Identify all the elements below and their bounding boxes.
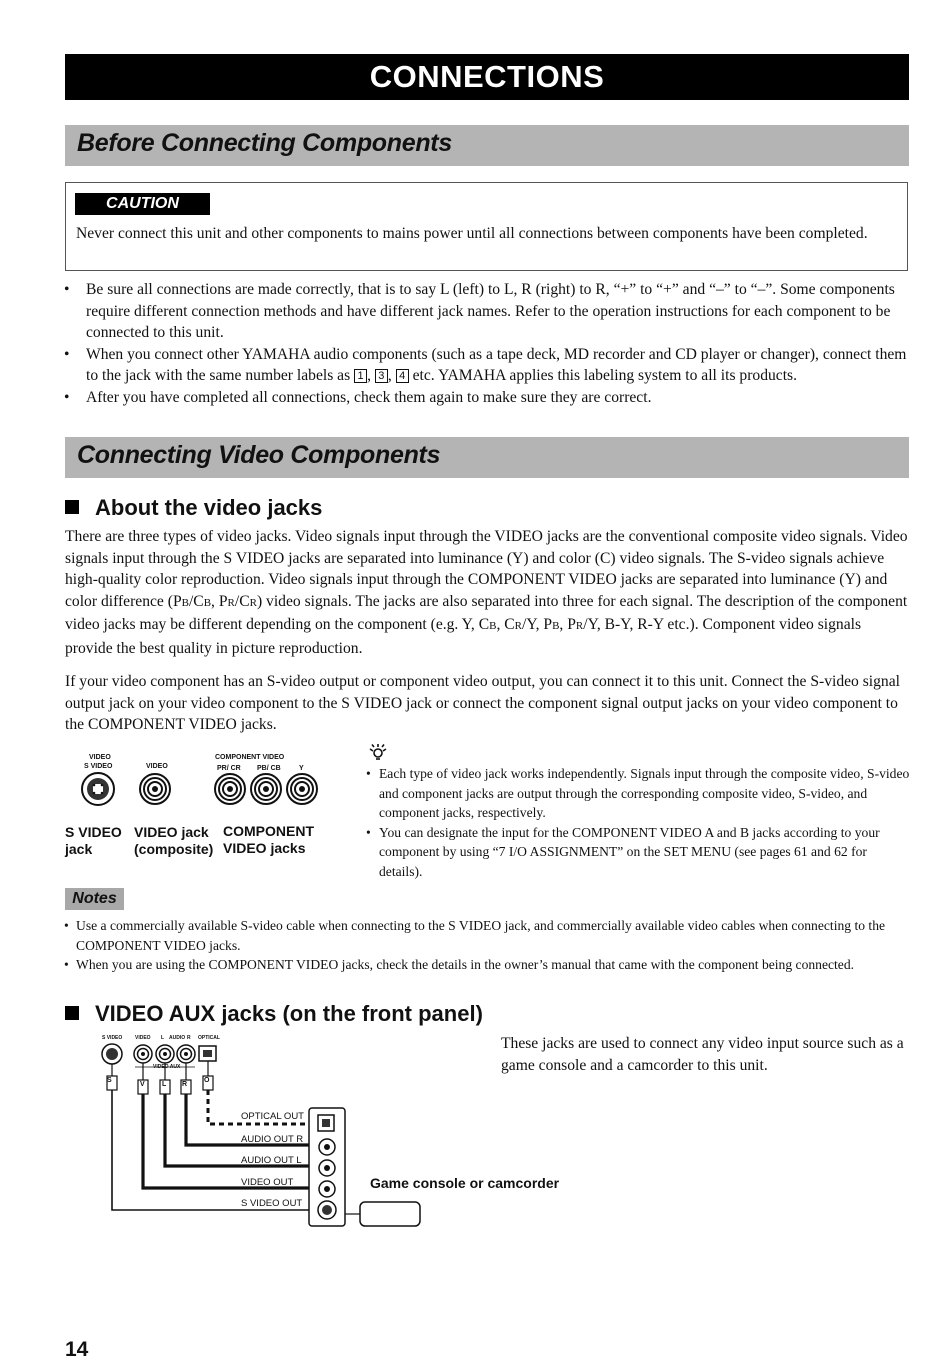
panel-label-audio: AUDIO <box>169 1035 186 1041</box>
list-item <box>366 764 911 823</box>
section-heading-text: Connecting Video Components <box>77 441 441 469</box>
bullet-text: After you have completed all connections, check them again to make sure they are correct. <box>86 388 652 406</box>
page-number: 14 <box>65 1338 89 1361</box>
section-heading-connecting-video <box>65 437 909 478</box>
before-bullet-list <box>64 279 910 408</box>
component-pb-jack-icon <box>251 774 281 804</box>
caution-text: Never connect this unit and other components to mains power until all connections between components have been completed. <box>76 225 868 242</box>
tip-text: You can designate the input for the COMPONENT VIDEO A and B jacks according to your component by using “7 I/O ASSIGNMENT” on the SET MENU (see pages 61 and 62 for details). <box>379 824 880 879</box>
plug-label-r: R <box>182 1081 188 1088</box>
out-audio-l-jack-icon <box>319 1160 335 1176</box>
video-aux-description: These jacks are used to connect any video input source such as a game console and a camcorder to this unit. <box>501 1035 904 1074</box>
panel-label-svideo: S VIDEO <box>102 1035 123 1041</box>
square-bullet-icon <box>65 500 79 514</box>
list-item <box>64 279 910 344</box>
tip-text: Each type of video jack works independently. Signals input through the composite video, S-video and component jacks are output through the corresponding composite video, S-video, and component jacks, respectively. <box>379 766 910 820</box>
section-heading-text: Before Connecting Components <box>77 129 452 157</box>
svideo-jack-caption: S VIDEO jack <box>65 824 122 857</box>
plug-label-v: V <box>140 1081 145 1088</box>
label-audio-out-r: AUDIO OUT R <box>241 1134 304 1145</box>
tip-list <box>366 764 911 881</box>
list-item <box>64 916 910 955</box>
note-text: Use a commercially available S-video cable when connecting to the S VIDEO jack, and commercially available video cables when connecting to the COMPONENT VIDEO jacks. <box>76 918 886 953</box>
front-svideo-jack-icon <box>102 1044 122 1064</box>
subheading-text: VIDEO AUX jacks (on the front panel) <box>95 1001 483 1026</box>
diagram-label-y: Y <box>299 765 304 772</box>
bullet-text: etc. YAMAHA applies this labeling system to all its products. <box>412 367 798 384</box>
plug-label-l: L <box>162 1081 167 1088</box>
video-jacks-diagram <box>60 748 360 863</box>
out-optical-jack-icon <box>318 1115 334 1131</box>
label-optical-out: OPTICAL OUT <box>241 1111 304 1122</box>
component-y-jack-icon <box>287 774 317 804</box>
connection-wiring <box>95 1032 595 1232</box>
section-heading-before-connecting <box>65 125 909 166</box>
plug-label-s: S <box>107 1077 112 1084</box>
list-item: • When you connect other YAMAHA audio components (such as a tape deck, MD recorder and CD player or changer), connect them to the jack with the same number labels as 1 , 3 , 4 etc. YAMAHA applies this labeling system to all its products. <box>64 344 910 387</box>
subheading-about-video-jacks <box>65 495 322 521</box>
diagram-label-pb: PB/ CB <box>257 765 281 772</box>
panel-label-r: R <box>187 1035 191 1041</box>
square-bullet-icon <box>65 1006 79 1020</box>
caution-label: CAUTION <box>75 193 210 215</box>
notes-list <box>64 916 910 975</box>
lightbulb-tip-icon <box>367 741 389 763</box>
svideo-jack-icon <box>82 773 114 805</box>
component-pr-jack-icon <box>215 774 245 804</box>
panel-label-video: VIDEO <box>135 1035 151 1041</box>
panel-label-videoaux: VIDEO AUX <box>153 1064 181 1070</box>
front-optical-jack-icon <box>199 1046 216 1061</box>
page-title: CONNECTIONS <box>65 54 909 100</box>
about-paragraph-1: There are three types of video jacks. Video signals input through the VIDEO jacks are the conventional composite video signals. Video signals input through the S VIDEO jacks are separated into luminance (Y) and color (C) video signals. The S-video signals achieve high-quality color reproduction. Video signals input through the COMPONENT VIDEO jacks are separated into luminance (Y) and color difference (PB/CB, PR/CR) video signals. The jacks are also separated into three for each signal. The description of the component video jacks may be different depending on the component (e.g. Y, CB, CR/Y, PB, PR/Y, B-Y, R-Y etc.). Component video signals provide the best quality in picture reproduction. <box>65 528 908 657</box>
front-audio-l-jack-icon <box>156 1045 174 1063</box>
diagram-label-video-group: VIDEO <box>89 754 111 761</box>
subheading-text: About the video jacks <box>95 495 323 520</box>
out-svideo-jack-icon <box>318 1201 336 1219</box>
label-audio-out-l: AUDIO OUT L <box>241 1155 302 1166</box>
panel-label-optical: OPTICAL <box>198 1035 220 1041</box>
diagram-label-svideo: S VIDEO <box>84 763 113 770</box>
video-jack-caption: VIDEO jack (composite) <box>134 824 214 857</box>
list-item <box>64 955 910 975</box>
bullet-text: Be sure all connections are made correctly, that is to say L (left) to L, R (right) to R, “+” to “+” and “–” to “–”. Some components require different connection methods and have different jack names. Refer to the operation instructions for each component to be connected to this unit. <box>86 281 895 341</box>
composite-video-jack-icon <box>140 774 170 804</box>
bullet-text: When you connect other YAMAHA audio components (such as a tape deck, MD recorder and CD player or changer), connect them to the jack with the same number labels as <box>86 345 907 384</box>
notes-label: Notes <box>65 888 124 910</box>
front-audio-r-jack-icon <box>177 1045 195 1063</box>
jack-row <box>60 772 360 806</box>
panel-label-l: L <box>161 1035 165 1041</box>
about-paragraph-2: If your video component has an S-video output or component video output, you can connect it to this unit. Connect the S-video signal output jack on your video component to the S VIDEO jack or connect the component signal output jacks on your video component to the COMPONENT VIDEO jacks. <box>65 673 900 733</box>
list-item <box>64 387 910 409</box>
game-console-icon <box>345 1202 420 1226</box>
video-aux-connection-diagram <box>95 1032 595 1232</box>
out-audio-r-jack-icon <box>319 1139 335 1155</box>
diagram-label-component: COMPONENT VIDEO <box>215 754 285 761</box>
label-number-4: 4 <box>396 369 409 383</box>
label-number-1: 1 <box>354 369 367 383</box>
label-number-3: 3 <box>375 369 388 383</box>
diagram-label-video: VIDEO <box>146 763 168 770</box>
device-label: Game console or camcorder <box>370 1175 560 1191</box>
plug-label-o: O <box>204 1077 210 1084</box>
label-video-out: VIDEO OUT <box>241 1177 294 1188</box>
component-jacks-caption: COMPONENT VIDEO jacks <box>223 823 314 856</box>
subheading-video-aux <box>65 1001 483 1027</box>
out-video-jack-icon <box>319 1181 335 1197</box>
label-svideo-out: S VIDEO OUT <box>241 1198 303 1209</box>
diagram-label-pr: PR/ CR <box>217 765 241 772</box>
note-text: When you are using the COMPONENT VIDEO jacks, check the details in the owner’s manual that came with the component being connected. <box>76 957 855 972</box>
front-video-jack-icon <box>134 1045 152 1063</box>
list-item <box>366 823 911 882</box>
